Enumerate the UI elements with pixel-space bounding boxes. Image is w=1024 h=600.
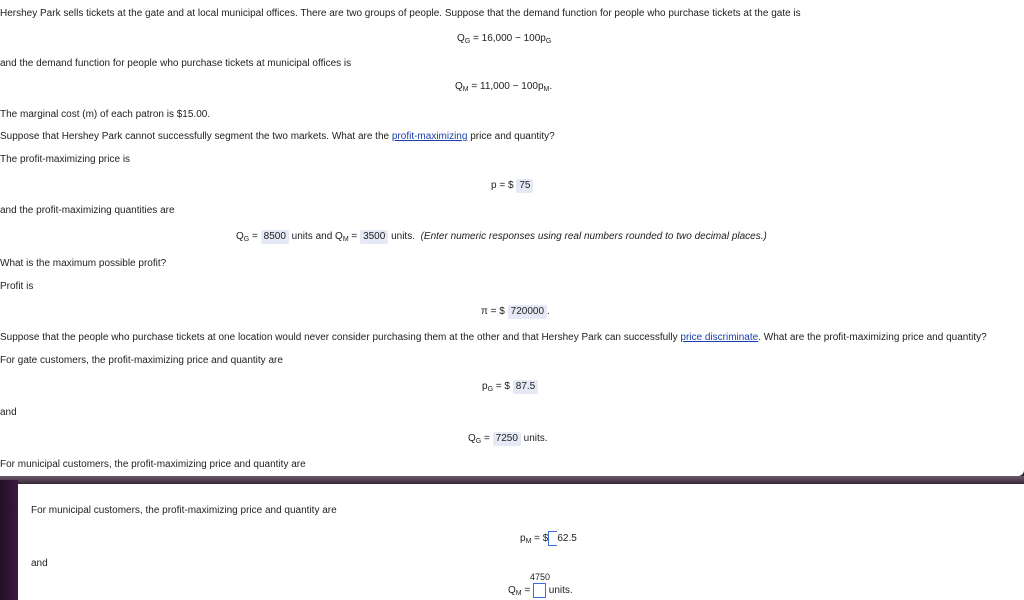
municipal-demand-equation [455,81,552,96]
eq2-qsub: M [462,86,469,93]
profit-answer-row [481,305,550,319]
price-prompt: The profit-maximizing price is [0,154,131,165]
eq2-end: . [549,81,553,92]
municipal-price-answer-row [520,531,577,548]
eq1-qsub: G [464,38,471,45]
question-no-segment [0,131,555,143]
pg-sub: G [487,386,494,393]
qm-answer-field[interactable]: 3500 [360,230,388,244]
municipal-quantity-answer-row [508,583,573,600]
eq2-q: Q [455,81,463,92]
qg2-answer-field[interactable]: 7250 [493,432,521,446]
price-discrimination-question-a: Suppose that the people who purchase tickets at one location would never consider purchasing them at the other and that Hershey Park can successfully [0,332,681,343]
qg-sub: G [243,236,250,243]
profit-answer-field[interactable]: 720000 [508,305,547,319]
price-answer-field[interactable]: 75 [516,179,533,193]
qg-label: Q [236,231,244,242]
eq2-psub: M [543,86,550,93]
eq2-rest: = 11,000 − 100p [468,81,544,92]
eq1-rest: = 16,000 − 100p [470,33,546,44]
gate-price-answer-row [482,380,538,396]
profit-end: . [547,306,550,317]
gate-customers-prompt: For gate customers, the profit-maximizing price and quantity are [0,355,283,366]
price-discriminate-link[interactable]: price discriminate [680,332,759,343]
qm-answer-input[interactable] [533,583,546,598]
pm-eq: = $ [531,533,549,545]
qm-eq-bottom: = [521,585,534,597]
qg-answer-field[interactable]: 8500 [261,230,289,244]
gate-quantity-answer-row [468,432,548,448]
qm-eq: = [348,231,361,242]
pm-value: 62.5 [557,533,577,545]
municipal-demand-intro: and the demand function for people who purchase tickets at municipal offices is [0,58,352,69]
marginal-cost-text: The marginal cost (m) of each patron is $15.00. [0,109,211,120]
price-discrimination-question-b: . What are the profit-maximizing price and quantity? [758,332,987,343]
qm-label: Q [508,585,516,597]
units-text: units. [388,231,415,242]
background-strip [0,480,18,600]
profit-prompt: Profit is [0,281,34,292]
pg-label: p [482,381,488,392]
qm-units: units. [546,585,573,597]
municipal-customers-prompt-cut: For municipal customers, the profit-maximizing price and quantity are [0,459,306,470]
municipal-customers-prompt: For municipal customers, the profit-maximizing price and quantity are [31,505,337,516]
profit-maximizing-link[interactable]: profit-maximizing [391,131,468,142]
question-panel-bottom [18,484,1024,600]
max-profit-question: What is the maximum possible profit? [0,258,167,269]
qm-hint-value: 4750 [530,572,551,582]
eq1-psub: G [545,38,552,45]
and-text: and [0,407,17,418]
pm-sub: M [525,538,532,546]
question-no-segment-a: Suppose that Hershey Park cannot successfully segment the two markets. What are the [0,131,392,142]
units-and-text: units and Q [288,231,343,242]
qg2-units: units. [520,433,548,444]
qm-sub: M [342,236,349,243]
price-answer-row [491,179,533,193]
pg-answer-field[interactable]: 87.5 [513,380,538,394]
price-discrimination-question [0,332,987,344]
pg-eq: = $ [493,381,510,392]
quantities-answer-row [236,230,767,246]
qg2-label: Q [468,433,476,444]
pm-label: p [520,533,526,545]
intro-text: Hershey Park sells tickets at the gate and at local municipal offices. There are two groups of people. Suppose that the demand function for people who purchase tickets at the gate is [0,8,801,19]
gate-demand-equation [457,33,551,48]
rounding-instruction: (Enter numeric responses using real numbers rounded to two decimal places.) [420,231,767,242]
price-label: p = $ [491,180,514,191]
eq1-q: Q [457,33,465,44]
and-text-bottom: and [31,558,48,569]
qg2-sub: G [475,438,482,445]
qg2-eq: = [481,433,493,444]
quantities-prompt: and the profit-maximizing quantities are [0,205,175,216]
qg-eq: = [249,231,261,242]
question-no-segment-b: price and quantity? [467,131,555,142]
qm-sub-bottom: M [515,590,522,598]
profit-label: π = $ [481,306,505,317]
